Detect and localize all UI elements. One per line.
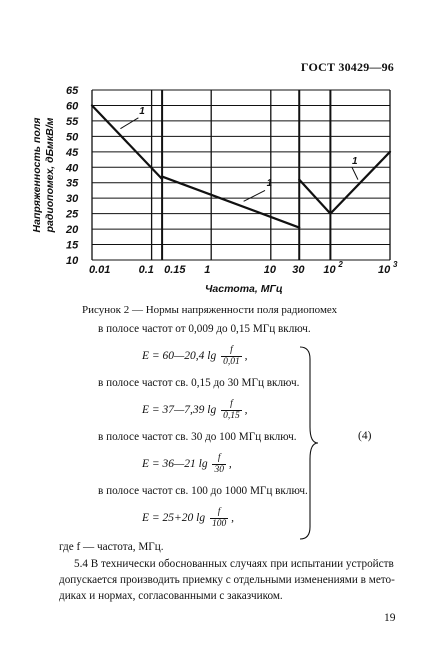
equation-1-denominator: 0,01 bbox=[223, 357, 240, 367]
x-tick-label: 0.15 bbox=[164, 264, 186, 276]
x-tick-label: 10 bbox=[378, 264, 391, 276]
y-axis-label-line2: радиопомех, дБмкВ/м bbox=[44, 117, 56, 233]
y-tick-label: 35 bbox=[66, 177, 79, 190]
x-tick-exponent: 2 bbox=[338, 260, 343, 269]
paragraph-line-1: 5.4 В технически обоснованных случаях при испытании устройств bbox=[74, 558, 394, 570]
y-tick-label: 45 bbox=[66, 146, 79, 159]
curve-leader bbox=[352, 167, 358, 179]
equation-1-tail: , bbox=[244, 350, 248, 363]
equation-2-lhs: E = 37—7,39 lg bbox=[142, 404, 217, 417]
equation-4-numerator: f bbox=[217, 507, 221, 517]
x-tick-label: 10 bbox=[263, 264, 277, 276]
band-line-2: в полосе частот св. 0,15 до 30 МГц включ. bbox=[98, 377, 300, 389]
y-tick-label: 15 bbox=[66, 239, 79, 252]
equation-4 bbox=[142, 507, 234, 530]
equation-1-lhs: E = 60—20,4 lg bbox=[142, 350, 217, 363]
equation-4-tail: , bbox=[231, 512, 234, 525]
equation-2-numerator: f bbox=[230, 399, 233, 409]
band-line-1: в полосе частот от 0,009 до 0,15 МГц включ. bbox=[98, 323, 311, 335]
equation-number: (4) bbox=[358, 430, 372, 442]
equation-2-tail: , bbox=[244, 404, 248, 417]
curve-leader bbox=[120, 118, 138, 129]
paragraph-line-3: диках и нормах, согласованными с заказчиком. bbox=[59, 590, 283, 602]
equation-brace bbox=[296, 345, 320, 541]
x-axis-label: Частота, МГц bbox=[205, 283, 283, 295]
emission-limits-chart bbox=[0, 0, 424, 300]
equation-1 bbox=[142, 345, 247, 368]
equation-2-fraction bbox=[221, 399, 242, 422]
equation-3-numerator: f bbox=[217, 453, 221, 463]
curve-label: 1 bbox=[266, 177, 273, 189]
x-tick-label: 0.01 bbox=[89, 264, 111, 276]
x-tick-label: 0.1 bbox=[138, 264, 154, 276]
equation-4-denominator: 100 bbox=[212, 519, 227, 529]
document-header: ГОСТ 30429—96 bbox=[300, 60, 394, 74]
y-tick-label: 30 bbox=[66, 193, 79, 206]
x-tick-labels bbox=[89, 260, 398, 276]
y-tick-label: 65 bbox=[66, 85, 79, 97]
curve-leader bbox=[244, 190, 265, 201]
limit-segment bbox=[162, 177, 299, 228]
y-tick-labels bbox=[65, 85, 79, 267]
equation-3-denominator: 30 bbox=[214, 465, 224, 475]
equation-4-fraction bbox=[210, 507, 228, 530]
x-tick-label: 1 bbox=[204, 264, 211, 276]
limit-segment bbox=[299, 180, 330, 214]
y-tick-label: 25 bbox=[66, 208, 79, 221]
page-number: 19 bbox=[384, 612, 396, 624]
y-tick-label: 20 bbox=[66, 224, 79, 237]
equation-3 bbox=[142, 453, 232, 476]
band-line-4: в полосе частот св. 100 до 1000 МГц включ. bbox=[98, 485, 308, 497]
curve-label: 1 bbox=[351, 156, 358, 168]
figure-caption: Рисунок 2 — Нормы напряженности поля радиопомех bbox=[82, 304, 338, 316]
equation-3-fraction bbox=[212, 453, 226, 476]
chart-grid bbox=[92, 90, 390, 260]
equation-1-fraction bbox=[221, 345, 242, 368]
equation-2-denominator: 0,15 bbox=[223, 411, 240, 421]
y-tick-label: 40 bbox=[66, 162, 79, 175]
y-tick-label: 10 bbox=[66, 255, 79, 267]
y-tick-label: 50 bbox=[66, 131, 79, 144]
y-tick-label: 55 bbox=[66, 115, 79, 128]
equation-2 bbox=[142, 399, 247, 422]
x-tick-label: 30 bbox=[292, 264, 305, 276]
equation-3-lhs: E = 36—21 lg bbox=[142, 458, 208, 471]
curve-label: 1 bbox=[139, 106, 145, 118]
paragraph-line-2: допускается производить приемку с отдельными изменениями в мето- bbox=[59, 574, 395, 586]
limit-curves bbox=[92, 105, 390, 227]
where-line: где f — частота, МГц. bbox=[59, 541, 164, 553]
y-axis-label-line1: Напряженность поля bbox=[31, 117, 43, 233]
x-tick-label: 10 bbox=[323, 264, 336, 276]
equation-4-lhs: E = 25+20 lg bbox=[142, 512, 206, 525]
y-tick-label: 60 bbox=[66, 100, 79, 113]
equation-3-tail: , bbox=[228, 458, 232, 471]
equation-1-numerator: f bbox=[230, 345, 233, 355]
band-line-3: в полосе частот св. 30 до 100 МГц включ. bbox=[98, 431, 297, 443]
x-tick-exponent: 3 bbox=[393, 260, 398, 269]
